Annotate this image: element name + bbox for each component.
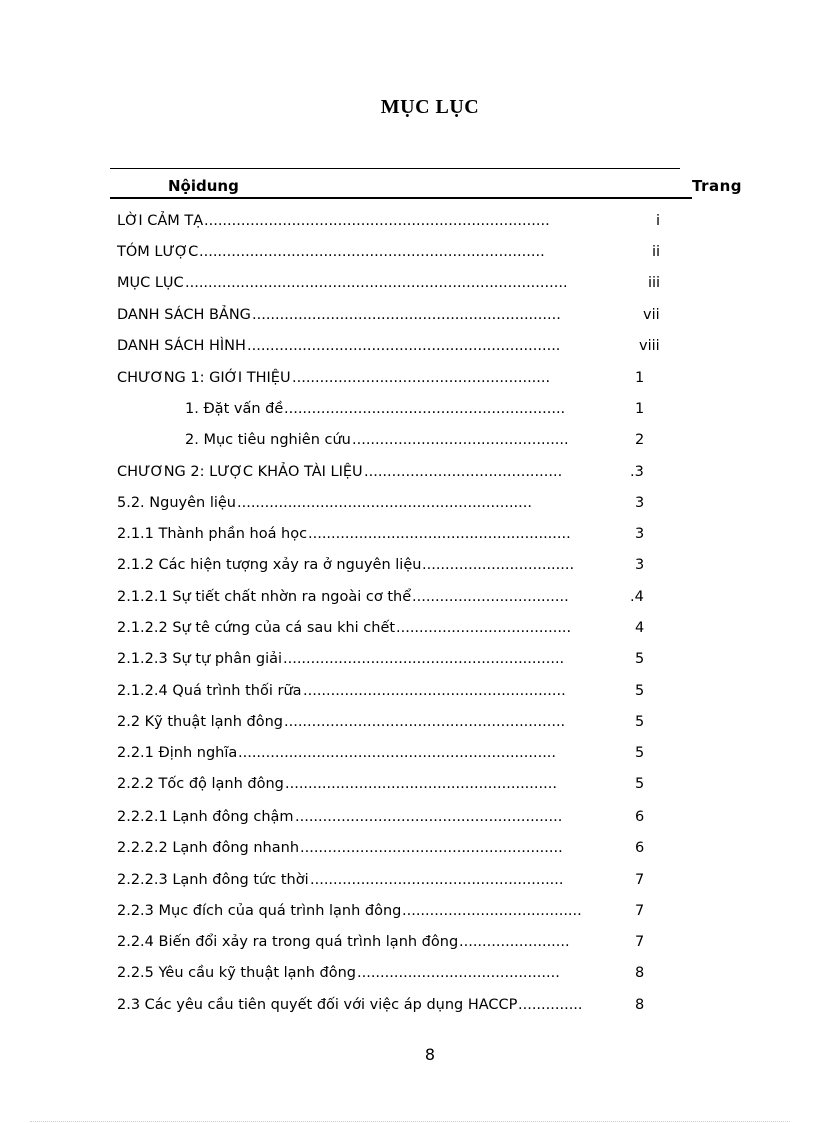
toc-entry-page: vii	[643, 307, 660, 323]
toc-entry-page: 1	[635, 370, 645, 386]
toc-entry-page: .4	[630, 589, 644, 605]
toc-entry-page: 5	[635, 745, 645, 761]
toc-entry-page: 3	[635, 557, 645, 573]
toc-entry-leader: .........................................................	[300, 840, 563, 856]
toc-entry-page: iii	[648, 275, 661, 291]
toc-entry-page: 1	[635, 401, 645, 417]
toc-entry-label: 2. Mục tiêu nghiên cứu	[185, 432, 351, 448]
toc-entry-label: 2.2.2 Tốc độ lạnh đông	[117, 776, 284, 792]
toc-entry-page: .3	[630, 464, 644, 480]
toc-entry-leader: .........................................................	[303, 683, 566, 699]
toc-entry-leader: ..............	[518, 997, 583, 1013]
toc-entry-label: CHƯƠNG 2: LƯỢC KHẢO TÀI LIỆU	[117, 464, 363, 480]
toc-entry-page: ii	[652, 244, 661, 260]
toc-entry-label: 2.2.3 Mục đích của quá trình lạnh đông	[117, 903, 402, 919]
toc-entry-leader: .......................................	[402, 903, 582, 919]
toc-entry-leader: ................................................................	[237, 495, 532, 511]
toc-entry-page: 7	[635, 872, 645, 888]
content-column-header: Nộidung	[168, 177, 239, 195]
toc-entry-page: 5	[635, 776, 645, 792]
toc-entry-page: 7	[635, 934, 645, 950]
toc-entry-leader: .........................................................	[308, 526, 571, 542]
toc-entry-leader: ...........................................	[364, 464, 563, 480]
toc-entry-leader: ...........................................................	[285, 776, 557, 792]
toc-entry-leader: .............................................................	[284, 714, 566, 730]
toc-entry-label: 2.3 Các yêu cầu tiên quyết đối với việc áp dụng HACCP	[117, 997, 518, 1013]
toc-entry-label: 2.1.2.2 Sự tê cứng của cá sau khi chết	[117, 620, 396, 636]
toc-entry-page: 8	[635, 965, 645, 981]
toc-entry-label: 2.2.5 Yêu cầu kỹ thuật lạnh đông	[117, 965, 357, 981]
toc-entry-label: 2.2.2.2 Lạnh đông nhanh	[117, 840, 300, 856]
toc-entry-page: 3	[635, 526, 645, 542]
toc-entry-label: DANH SÁCH HÌNH	[117, 338, 246, 354]
toc-entry-label: 2.1.2.1 Sự tiết chất nhờn ra ngoài cơ thể	[117, 589, 412, 605]
toc-entry-leader: .................................	[422, 557, 575, 573]
toc-entry-page: 5	[635, 683, 645, 699]
toc-entry-label: 2.2 Kỹ thuật lạnh đông	[117, 714, 283, 730]
toc-entry-leader: .............................................................	[284, 401, 566, 417]
toc-entry-page: 6	[635, 809, 645, 825]
toc-entry-leader: ....................................................................	[247, 338, 561, 354]
toc-entry-label: 2.1.2.3 Sự tự phân giải	[117, 651, 283, 667]
toc-entry-page: 7	[635, 903, 645, 919]
toc-entry-label: 2.1.2.4 Quá trình thối rữa	[117, 683, 302, 699]
toc-entry-leader: .............................................................	[283, 651, 565, 667]
toc-entry-page: 5	[635, 651, 645, 667]
toc-entry-label: LỜI CẢM TẠ	[117, 213, 204, 229]
toc-entry-label: 2.2.1 Định nghĩa	[117, 745, 238, 761]
page-title: MỤC LỤC	[380, 96, 480, 118]
toc-entry-label: 1. Đặt vấn đề	[185, 401, 284, 417]
toc-entry-label: 2.2.2.3 Lạnh đông tức thời	[117, 872, 309, 888]
toc-entry-page: 2	[635, 432, 645, 448]
toc-entry-page: 4	[635, 620, 645, 636]
toc-entry-leader: ............................................	[357, 965, 560, 981]
bottom-divider	[30, 1121, 790, 1122]
toc-entry-leader: .....................................................................	[238, 745, 557, 761]
toc-entry-leader: ..........................................................	[295, 809, 563, 825]
toc-entry-label: 2.1.1 Thành phần hoá học	[117, 526, 308, 542]
toc-entry-label: 2.1.2 Các hiện tượng xảy ra ở nguyên liệu	[117, 557, 422, 573]
toc-entry-leader: ...........................................................................	[204, 213, 550, 229]
toc-entry-label: TÓM LƯỢC	[117, 244, 199, 260]
footer-page-number: 8	[424, 1045, 436, 1064]
toc-entry-leader: ...................................................................	[252, 307, 561, 323]
page-column-header: Trang	[692, 177, 743, 195]
toc-entry-leader: ........................................................	[292, 370, 551, 386]
toc-entry-leader: ...................................................................................	[185, 275, 568, 291]
toc-entry-page: i	[656, 213, 661, 229]
toc-entry-leader: ......................................	[396, 620, 572, 636]
toc-entry-label: CHƯƠNG 1: GIỚI THIỆU	[117, 370, 291, 386]
toc-entry-page: 8	[635, 997, 645, 1013]
toc-entry-leader: ........................	[459, 934, 570, 950]
toc-entry-label: 2.2.2.1 Lạnh đông chậm	[117, 809, 294, 825]
toc-entry-leader: .......................................................	[310, 872, 564, 888]
toc-entry-label: DANH SÁCH BẢNG	[117, 307, 251, 323]
toc-entry-page: 5	[635, 714, 645, 730]
toc-entry-page: 3	[635, 495, 645, 511]
toc-entry-page: viii	[639, 338, 660, 354]
toc-entry-label: MỤC LỤC	[117, 275, 184, 291]
toc-entry-label: 2.2.4 Biến đổi xảy ra trong quá trình lạnh đông	[117, 934, 459, 950]
toc-entry-leader: ...........................................................................	[199, 244, 545, 260]
toc-entry-label: 5.2. Nguyên liệu	[117, 495, 236, 511]
toc-entry-leader: ...............................................	[352, 432, 569, 448]
toc-entry-page: 6	[635, 840, 645, 856]
toc-entry-leader: ..................................	[412, 589, 569, 605]
